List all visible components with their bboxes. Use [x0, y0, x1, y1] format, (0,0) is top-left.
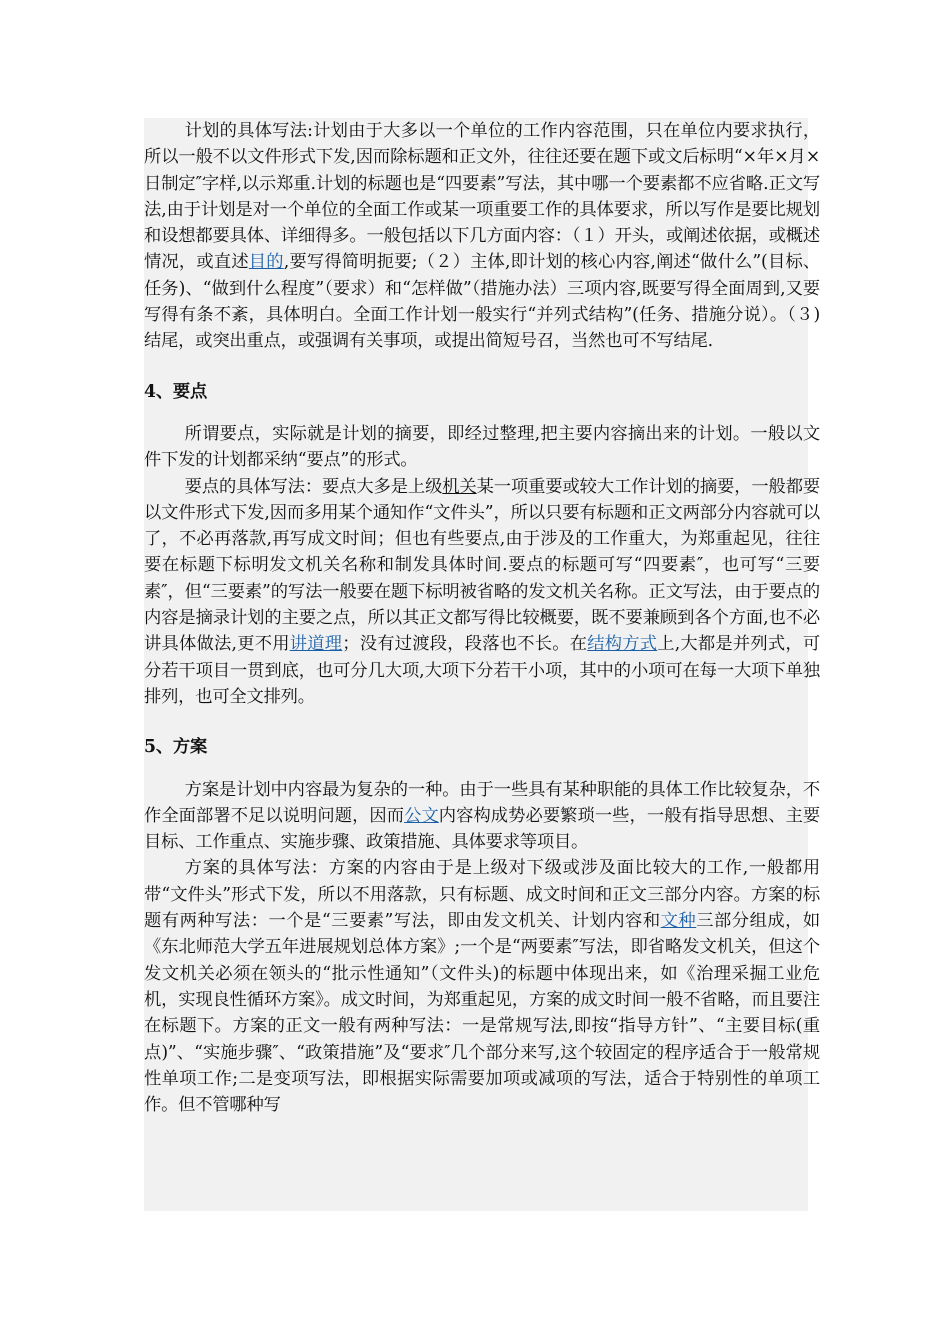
link-structure-method[interactable]: 结构方式 [587, 634, 658, 655]
paragraph-key-points-intro: 所谓要点，实际就是计划的摘要，即经过整理,把主要内容摘出来的计划。一般以文件下发的计划都采纳“要点”的形式。 [144, 423, 820, 471]
link-official-document[interactable]: 公文 [404, 805, 439, 826]
text-run: 方案的具体写法：方案的内容由于是上级对下级或涉及面比较大的工作,一般都用带“文件头”形式下发，所以不用落款，只有标题、成文时间和正文三部分内容。方案的标题有两种写法：一个是“三要素”写法，即由发文机关、计划内容和 [144, 858, 820, 932]
paragraph-key-points-writing [144, 474, 820, 711]
paragraph-scheme-intro [144, 777, 820, 856]
text-run: ；没有过渡段，段落也不长。在 [342, 634, 588, 655]
document-page [144, 118, 821, 1211]
text-run: 计划的具体写法:计划由于大多以一个单位的工作内容范围，只在单位内要求执行，所以一般不以文件形式下发,因而除标题和正文外，往往还要在题下或文后标明“×年×月×日制定″字样,以示郑重.计划的标题也是“四要素”写法，其中哪一个要素都不应省略.正文写法,由于计划是对一个单位的全面工作或某一项重要工作的具体要求，所以写作是要比规划和设想都要具体、详细得多。一般包括以下几方面内容：（１）开头，或阐述依据，或概述情况，或直述 [144, 121, 820, 273]
paragraph-plan-writing [144, 118, 820, 355]
text-run: 上,大都是并列式，可分若干项目一贯到底，也可分几大项,大项下分若干小项，其中的小项可在每一大项下单独排列，也可全文排列。 [144, 634, 821, 707]
underlined-term-organ: 机关 [442, 476, 477, 497]
link-purpose[interactable]: 目的 [248, 252, 284, 273]
section-heading-scheme: 5、方案 [144, 737, 208, 758]
text-run: 某一项重要或较大工作计划的摘要，一般都要以文件形式下发,因而多用某个通知作“文件头”，所以只要有标题和正文两部分内容就可以了，不必再落款,再写成文时间；但也有些要点,由于涉及的工作重大，为郑重起见，往往要在标题下标明发文机关名称和制发具体时间.要点的标题可写“四要素″，也可写“三要素″，但“三要素”的写法一般要在题下标明被省略的发文机关名称。正文写法，由于要点的内容是摘录计划的主要之点，所以其正文都写得比较概要，既不要兼顾到各个方面,也不必讲具体做法,更不用 [144, 476, 820, 655]
link-document-type[interactable]: 文种 [660, 911, 697, 932]
link-reasoning[interactable]: 讲道理 [289, 634, 343, 655]
paragraph-scheme-writing [144, 855, 820, 1118]
text-run: 三部分组成，如《东北师范大学五年进展规划总体方案》;一个是“两要素″写法，即省略发文机关，但这个发文机关必须在领头的“批示性通知”（文件头)的标题中体现出来，如《治理采掘工业危机，实现良性循环方案》。成文时间，为郑重起见，方案的成文时间一般不省略，而且要注在标题下。方案的正文一般有两种写法：一是常规写法,即按“指导方针”、“主要目标(重点)”、“实施步骤″、“政策措施”及“要求″几个部分来写,这个较固定的程序适合于一般常规性单项工作;二是变项写法，即根据实际需要加项或减项的写法，适合于特别性的单项工作。但不管哪种写 [144, 911, 821, 1116]
section-heading-key-points: 4、要点 [144, 381, 208, 402]
text-run: 内容构成势必要繁琐一些，一般有指导思想、主要目标、工作重点、实施步骤、政策措施、具体要求等项目。 [144, 805, 820, 853]
text-run: ,要写得简明扼要;（２）主体,即计划的核心内容,阐述“做什么”(目标、任务)、“做到什么程度”（要求）和“怎样做”（措施办法）三项内容,既要写得全面周到,又要写得有条不紊，具体明白。全面工作计划一般实行“并列式结构”(任务、措施分说）。（３)结尾，或突出重点，或强调有关事项，或提出简短号召，当然也可不写结尾. [144, 252, 820, 352]
text-run: 要点的具体写法：要点大多是上级 [184, 476, 443, 497]
text-run: 方案是计划中内容最为复杂的一种。由于一些具有某种职能的具体工作比较复杂，不作全面部署不足以说明问题，因而 [144, 779, 820, 826]
document-content [144, 118, 820, 1118]
